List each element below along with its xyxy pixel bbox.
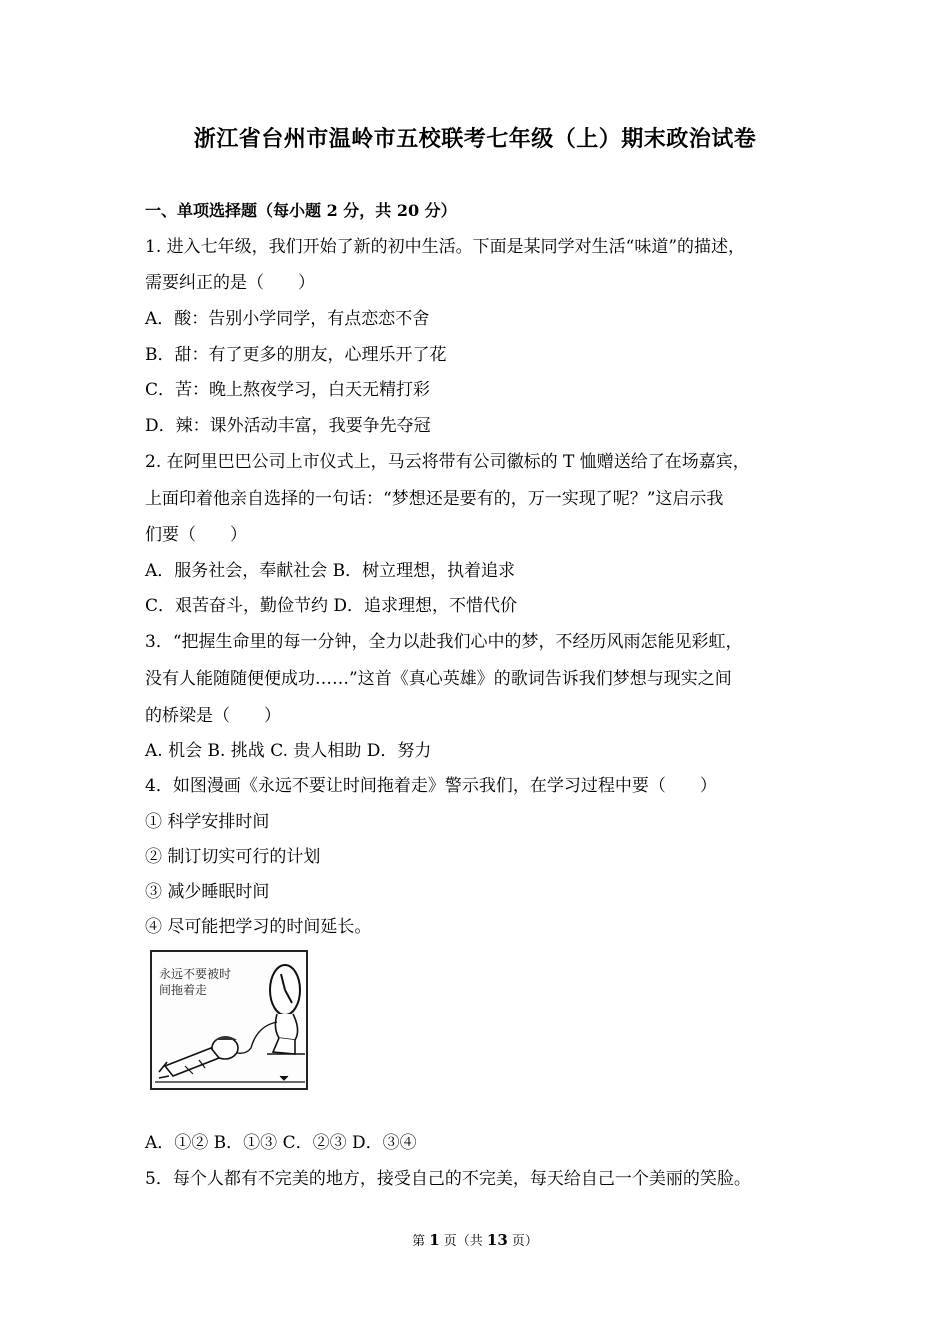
footer-middle: 页（共 bbox=[439, 1234, 487, 1249]
q1-option-a: A．酸：告别小学同学，有点恋恋不舍 bbox=[145, 309, 430, 329]
q5-stem-line1: 5．每个人都有不完美的地方，接受自己的不完美，每天给自己一个美丽的笑脸。 bbox=[145, 1169, 751, 1189]
q3-options-line: A. 机会 B. 挑战 C. 贵人相助 D．努力 bbox=[145, 741, 432, 761]
q2-options-line2: C．艰苦奋斗，勤俭节约 D．追求理想，不惜代价 bbox=[145, 596, 518, 616]
q3-stem-line1: 3．“把握生命里的每一分钟，全力以赴我们心中的梦，不经历风雨怎能见彩虹， bbox=[145, 632, 743, 652]
cartoon-caption-line2: 间拖着走 bbox=[159, 983, 208, 997]
q4-options-line: A．①② B．①③ C．②③ D．③④ bbox=[145, 1133, 417, 1153]
q1-option-b: B．甜：有了更多的朋友，心理乐开了花 bbox=[145, 345, 447, 365]
section-heading: 一、单项选择题（每小题 2 分，共 20 分） bbox=[145, 201, 457, 220]
q2-stem-line3: 们要（ ） bbox=[145, 525, 247, 545]
page-footer bbox=[0, 1230, 950, 1249]
q4-item-2: ② 制订切实可行的计划 bbox=[145, 847, 321, 867]
q4-item-3: ③ 减少睡眠时间 bbox=[145, 882, 270, 902]
cartoon-image bbox=[145, 948, 311, 1096]
q4-item-4: ④ 尽可能把学习的时间延长。 bbox=[145, 917, 372, 937]
q4-item-1: ① 科学安排时间 bbox=[145, 812, 270, 832]
page-title: 浙江省台州市温岭市五校联考七年级（上）期末政治试卷 bbox=[193, 126, 757, 152]
q2-stem-line2: 上面印着他亲自选择的一句话：“梦想还是要有的，万一实现了呢？”这启示我 bbox=[145, 489, 724, 509]
q1-stem-line2: 需要纠正的是（ ） bbox=[145, 273, 315, 293]
footer-page-number: 1 bbox=[429, 1231, 440, 1249]
q1-option-d: D．辣：课外活动丰富，我要争先夺冠 bbox=[145, 416, 431, 436]
q4-stem: 4．如图漫画《永远不要让时间拖着走》警示我们，在学习过程中要（ ） bbox=[145, 776, 717, 796]
footer-prefix: 第 bbox=[412, 1234, 430, 1249]
footer-suffix: 页） bbox=[507, 1234, 538, 1249]
footer-total-pages: 13 bbox=[486, 1231, 508, 1249]
cartoon-caption-line1: 永远不要被时 bbox=[159, 967, 232, 981]
q3-stem-line2: 没有人能随随便便成功……”这首《真心英雄》的歌词告诉我们梦想与现实之间 bbox=[145, 669, 732, 689]
q2-stem-line1: 2. 在阿里巴巴公司上市仪式上，马云将带有公司徽标的 T 恤赠送给了在场嘉宾， bbox=[145, 452, 750, 472]
q2-options-line1: A．服务社会，奉献社会 B．树立理想，执着追求 bbox=[145, 561, 516, 581]
q3-stem-line3: 的桥梁是（ ） bbox=[145, 706, 281, 726]
q1-stem-line1: 1. 进入七年级，我们开始了新的初中生活。下面是某同学对生活“味道”的描述， bbox=[145, 237, 746, 257]
q1-option-c: C．苦：晚上熬夜学习，白天无精打彩 bbox=[145, 380, 431, 400]
